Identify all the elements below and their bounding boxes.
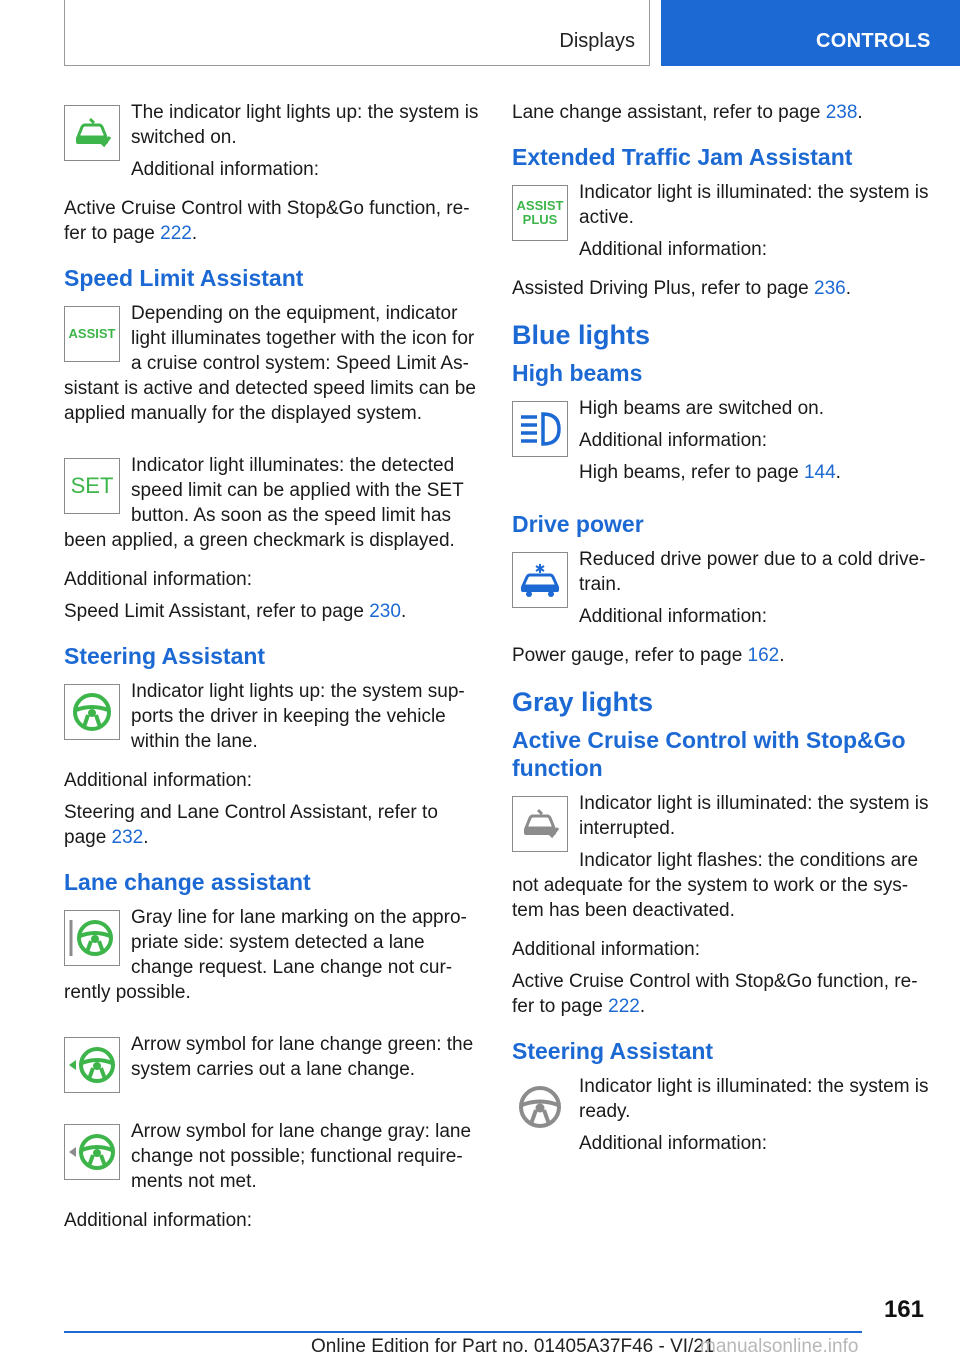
acc-green-line2: Additional information: (131, 159, 319, 180)
watermark-text: manualsonline.info (700, 1336, 859, 1357)
lane-gray-line-text: Gray line for lane marking on the appropriate side: system detected a lane change request. Lane change not currently possible. (64, 907, 467, 1003)
speed-limit-reference: Speed Limit Assistant, refer to page 230. (64, 601, 407, 622)
acc-gray-reference: Active Cruise Control with Stop&Go function, refer to page 222. (512, 971, 918, 1017)
speed-limit-heading: Speed Limit Assistant (64, 265, 304, 291)
lane-gray-line-indicator (64, 905, 482, 1012)
high-beams-heading: High beams (512, 360, 643, 386)
steering-wheel-arrow-green-icon (64, 1037, 120, 1093)
assist-icon: ASSIST (64, 306, 120, 362)
speed-limit-assist-text: Depending on the equipment, indicator light illuminates together with the icon for a cruise control system: Speed Limit Assistant is active and detected speed limits can be applied manually for the displayed system. (64, 303, 476, 424)
acc-green-indicator (64, 100, 482, 189)
drive-power-line1: Reduced drive power due to a cold drivetrain. (579, 549, 926, 595)
high-beams-line2: Additional information: (579, 430, 767, 451)
blue-lights-heading: Blue lights (512, 320, 651, 350)
speed-limit-set-indicator (64, 453, 482, 560)
steering-reference: Steering and Lane Control Assistant, refer to page 232. (64, 802, 438, 848)
acc-green-reference: Active Cruise Control with Stop&Go function, refer to page 222. (64, 198, 470, 244)
page-link[interactable]: 222 (608, 996, 640, 1017)
header-chapter-title: CONTROLS (816, 30, 931, 52)
page-link[interactable]: 162 (747, 645, 780, 666)
page-link[interactable]: 238 (825, 102, 858, 123)
right-column (512, 100, 930, 1170)
drive-power-reference: Power gauge, refer to page 162. (512, 645, 785, 666)
lane-change-heading: Lane change assistant (64, 869, 311, 895)
speed-limit-addl: Additional information: (64, 569, 252, 590)
edition-text: Online Edition for Part no. 01405A37F46 - VI/21 (311, 1336, 715, 1357)
set-icon: SET (64, 458, 120, 514)
steering-gray-line1: Indicator light is illuminated: the system is ready. (579, 1076, 929, 1122)
acc-gray-addl: Additional information: (512, 939, 700, 960)
lane-change-addl: Additional information: (64, 1210, 252, 1231)
cruise-control-green-icon (64, 105, 120, 161)
steering-gray-indicator (512, 1074, 930, 1163)
drive-power-line2: Additional information: (579, 606, 767, 627)
lane-arrow-gray-indicator (64, 1119, 482, 1201)
acc-gray-heading: Active Cruise Control with Stop&Go function (512, 727, 906, 781)
page-link[interactable]: 222 (160, 223, 192, 244)
high-beam-icon (512, 401, 568, 457)
steering-gray-heading: Steering Assistant (512, 1038, 714, 1064)
steering-wheel-gray-icon (512, 1079, 568, 1135)
page-link[interactable]: 230 (369, 601, 401, 622)
high-beams-line1: High beams are switched on. (579, 398, 825, 419)
lane-arrow-gray-text: Arrow symbol for lane change gray: lane change not possible; functional requirements not met. (131, 1121, 472, 1192)
cold-drivetrain-icon (512, 552, 568, 608)
steering-wheel-green-icon (64, 684, 120, 740)
header-section-title: Displays (559, 30, 635, 52)
left-column (64, 100, 482, 1240)
steering-wheel-arrow-gray-icon (64, 1124, 120, 1180)
cruise-control-gray-icon (512, 796, 568, 852)
steering-green-indicator (64, 679, 482, 761)
traffic-jam-line1: Indicator light is illuminated: the system is active. (579, 182, 929, 228)
lane-arrow-green-text: Arrow symbol for lane change green: the system carries out a lane change. (131, 1034, 474, 1080)
steering-gray-line2: Additional information: (579, 1133, 767, 1154)
traffic-jam-line2: Additional information: (579, 239, 767, 260)
header-section-box (64, 0, 650, 66)
steering-heading: Steering Assistant (64, 643, 266, 669)
acc-gray-indicator (512, 791, 930, 930)
acc-gray-line1: Indicator light is illuminated: the system is interrupted. (579, 793, 929, 839)
page-number: 161 (883, 1296, 924, 1323)
high-beams-reference: High beams, refer to page 144. (579, 462, 841, 483)
traffic-jam-indicator (512, 180, 930, 269)
header-chapter-tab[interactable] (661, 0, 960, 66)
steering-addl: Additional information: (64, 770, 252, 791)
page-link[interactable]: 144 (803, 462, 836, 483)
steering-wheel-gray-line-icon (64, 910, 120, 966)
lane-arrow-green-indicator (64, 1032, 482, 1099)
high-beams-indicator (512, 396, 930, 492)
assist-plus-icon: ASSIST PLUS (512, 185, 568, 241)
page-link[interactable]: 232 (111, 827, 144, 848)
speed-limit-set-text: Indicator light illuminates: the detected speed limit can be applied with the SET button. As soon as the speed limit has been applied, a green checkmark is displayed. (64, 455, 464, 551)
acc-gray-line2: Indicator light flashes: the conditions are not adequate for the system to work or the system has been deactivated. (512, 850, 919, 921)
drive-power-indicator (512, 547, 930, 636)
lane-change-reference: Lane change assistant, refer to page 238. (512, 102, 863, 123)
drive-power-heading: Drive power (512, 511, 644, 537)
page-link[interactable]: 236 (814, 278, 846, 299)
acc-green-line1: The indicator light lights up: the system is switched on. (131, 102, 479, 148)
speed-limit-assist-indicator (64, 301, 482, 433)
traffic-jam-reference: Assisted Driving Plus, refer to page 236. (512, 278, 852, 299)
footer-divider (64, 1331, 862, 1333)
traffic-jam-heading: Extended Traffic Jam Assistant (512, 144, 853, 170)
gray-lights-heading: Gray lights (512, 687, 654, 717)
steering-text: Indicator light lights up: the system supports the driver in keeping the vehicle within the lane. (131, 681, 465, 752)
